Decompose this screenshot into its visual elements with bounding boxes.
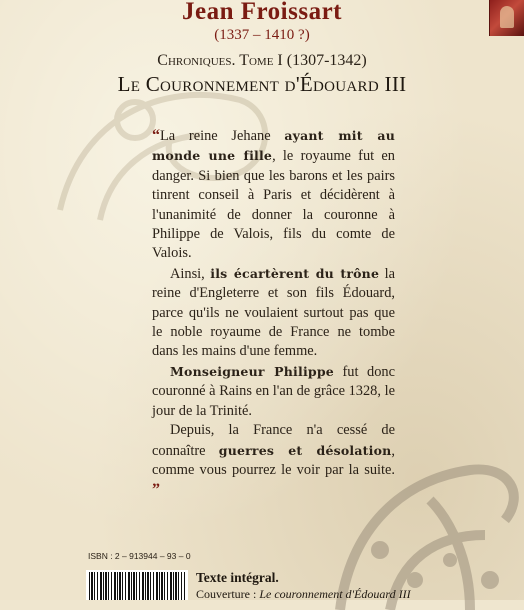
volume-title: Chroniques. Tome I (1307-1342) <box>157 52 367 69</box>
cover-credit-title: Le couronnement d'Édouard III <box>259 587 411 601</box>
cover-credit: Couverture : Le couronnement d'Édouard III <box>196 587 411 601</box>
close-quote-mark: ” <box>152 481 160 499</box>
quote-paragraph-2: Ainsi, ils écartèrent du trône la reine d'Engleterre et son fils Édouard, parce qu'ils ne voulaient surtout pas que le noble royaume de France ne tombe dans les mains d'une femme. <box>152 265 395 360</box>
quote-paragraph-3: Monseigneur Philippe fut donc couronné à Rains en l'an de grâce 1328, le jour de la Trinité. <box>152 363 395 419</box>
open-quote-mark: “ <box>152 127 160 144</box>
author-name: Jean Froissart <box>182 0 342 25</box>
emphasis: ayant mit au monde une fille <box>152 128 395 164</box>
quote-paragraph-1: “La reine Jehane ayant mit au monde une fille, le royaume fut en danger. Si bien que les barons et les pairs tinrent conseil à Paris et décidèrent à l'unanimité de donner la couronne à Philippe de Valois, fils du comte de Valois. <box>152 127 395 262</box>
isbn-number: ISBN : 2 – 913944 – 93 – 0 <box>88 551 191 561</box>
author-dates: (1337 – 1410 ?) <box>214 27 310 43</box>
back-cover-quote <box>152 126 395 501</box>
emphasis: guerres et désolation <box>218 442 392 458</box>
barcode-bars <box>89 572 185 600</box>
full-text-note: Texte intégral. <box>196 570 279 585</box>
barcode <box>86 570 188 600</box>
book-title: Le Couronnement d'Édouard III <box>117 72 407 96</box>
emphasis: ils écartèrent du trône <box>210 265 380 281</box>
quote-paragraph-4: Depuis, la France n'a cessé de connaître guerres et désolation, comme vous pourrez le voir par la suite. ” <box>152 422 396 499</box>
emphasis: Monseigneur Philippe <box>170 363 334 379</box>
